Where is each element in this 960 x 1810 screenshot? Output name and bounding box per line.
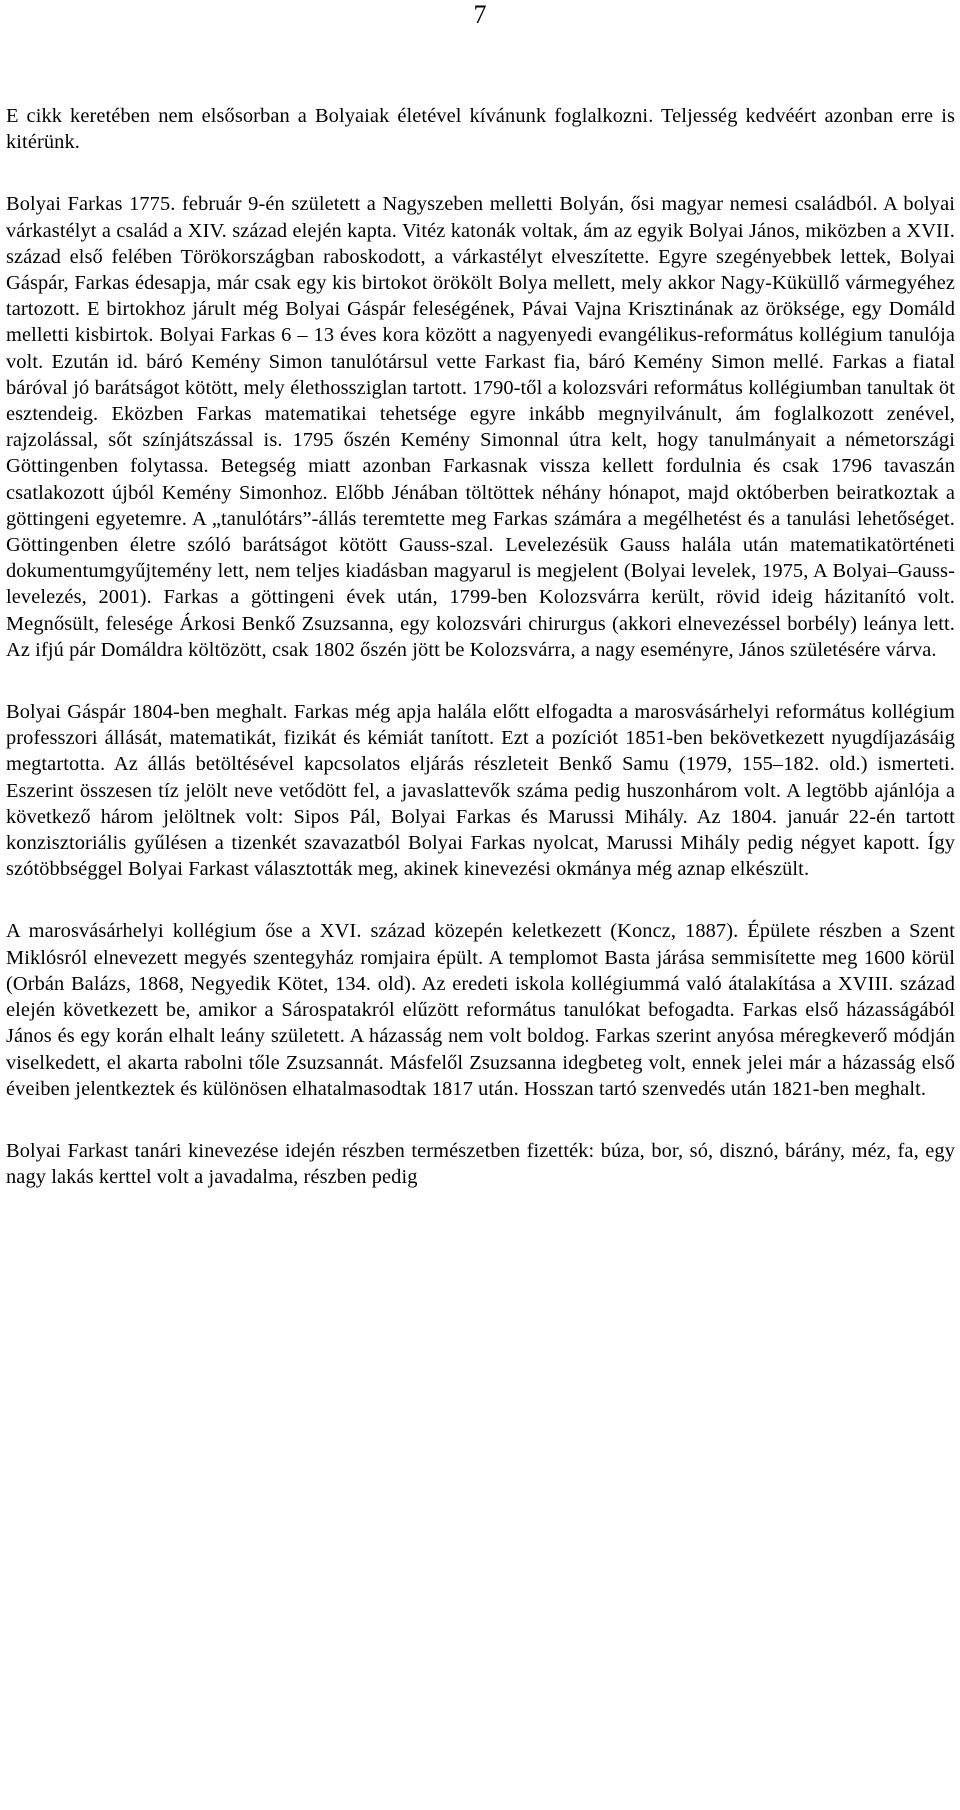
paragraph-gap xyxy=(6,1102,955,1138)
paragraph-intro: E cikk keretében nem elsősorban a Bolyaiak életével kívánunk foglalkozni. Teljesség kedvéért azonban erre is kitérünk. xyxy=(6,105,955,154)
document-body xyxy=(6,103,955,1190)
paragraph-gap xyxy=(6,663,955,699)
paragraph-gap xyxy=(6,882,955,918)
paragraph-gap xyxy=(6,155,955,191)
paragraph-professorship: Bolyai Gáspár 1804-ben meghalt. Farkas még apja halála előtt elfogadta a marosvásárhelyi református kollégium professzori állását, matematikát, fizikát és kémiát tanított. Ezt a pozíciót 1851-ben bekövetkezett nyugdíjazásáig megtartotta. Az állás betöltésével kapcsolatos eljárás részleteit Benkő Samu (1979, 155–182. old.) ismerteti. Eszerint összesen tíz jelölt neve vetődött fel, a javaslattevők száma pedig huszonhárom volt. A legtöbb ajánlója a következő három jelöltnek volt: Sipos Pál, Bolyai Farkas és Marussi Mihály. Az 1804. január 22-én tartott konzisztoriális gyűlésen a tizenkét szavazatból Bolyai Farkas nyolcat, Marussi Mihály pedig négyet kapott. Így szótöbbséggel Bolyai Farkast választották meg, akinek kinevezési okmánya még aznap elkészült. xyxy=(6,701,955,881)
paragraph-college-history: A marosvásárhelyi kollégium őse a XVI. század közepén keletkezett (Koncz, 1887). Épülete részben a Szent Miklósról elnevezett megyés szentegyház romjaira épült. A templomot Basta járása semmisítette meg 1600 körül (Orbán Balázs, 1868, Negyedik Kötet, 134. old). Az eredeti iskola kollégiummá való átalakítása a XVIII. század elején következett be, amikor a Sárospatakról elűzött református tanulókat befogadta. Farkas első házasságából János és egy korán elhalt leány született. A házasság nem volt boldog. Farkas szerint anyósa méregkeverő módján viselkedett, el akarta rabolni tőle Zsuzsannát. Másfelől Zsuzsanna idegbeteg volt, ennek jelei már a házasság első éveiben jelentkeztek és különösen elhatalmasodtak 1817 után. Hosszan tartó szenvedés után 1821-ben meghalt. xyxy=(6,920,955,1100)
paragraph-salary: Bolyai Farkast tanári kinevezése idején részben természetben fizették: búza, bor, só, disznó, bárány, méz, fa, egy nagy lakás kerttel volt a javadalma, részben pedig xyxy=(6,1139,955,1189)
page-number: 7 xyxy=(473,0,487,29)
paragraph-bolyai-farkas-biography: Bolyai Farkas 1775. február 9-én született a Nagyszeben melletti Bolyán, ősi magyar nemesi családból. A bolyai várkastélyt a család a XIV. század elején kapta. Vitéz katonák voltak, ám az egyik Bolyai János, miközben a XVII. század első felében Törökországban raboskodott, a várkastélyt elveszítette. Egyre szegényebbek lettek, Bolyai Gáspár, Farkas édesapja, már csak egy kis birtokot örökölt Bolya mellett, mely akkor Nagy-Küküllő vármegyéhez tartozott. E birtokhoz járult még Bolyai Gáspár feleségének, Pávai Vajna Krisztinának az öröksége, egy Domáld melletti kisbirtok. Bolyai Farkas 6 – 13 éves kora között a nagyenyedi evangélikus-református kollégium tanulója volt. Ezután id. báró Kemény Simon tanulótársul vette Farkast fia, báró Kemény Simon mellé. Farkas a fiatal báróval jó barátságot kötött, mely élethossziglan tartott. 1790-től a kolozsvári református kollégiumban tanultak öt esztendeig. Eközben Farkas matematikai tehetsége egyre inkább megnyilvánult, ám foglalkozott zenével, rajzolással, sőt színjátszással is. 1795 őszén Kemény Simonnal útra kelt, hogy tanulmányait a németországi Göttingenben folytassa. Betegség miatt azonban Farkasnak vissza kellett fordulnia és csak 1796 tavaszán csatlakozott újból Kemény Simonhoz. Előbb Jénában töltöttek néhány hónapot, majd októberben beiratkoztak a göttingeni egyetemre. A „tanulótárs”-állás teremtette meg Farkas számára a megélhetést és a tanulási lehetőséget. Göttingenben életre szóló barátságot kötött Gauss-szal. Levelezésük Gauss halála után matematikatörténeti dokumentumgyűjtemény lett, nem teljes kiadásban magyarul is megjelent (Bolyai levelek, 1975, A Bolyai–Gauss-levelezés, 2001). Farkas a göttingeni évek után, 1799-ben Kolozsvárra került, rövid ideig házitanító volt. Megnősült, felesége Árkosi Benkő Zsuzsanna, egy kolozsvári chirurgus (akkori elnevezéssel borbély) leánya lett. Az ifjú pár Domáldra költözött, csak 1802 őszén jött be Kolozsvárra, a nagy eseményre, János születésére várva. xyxy=(6,193,955,661)
